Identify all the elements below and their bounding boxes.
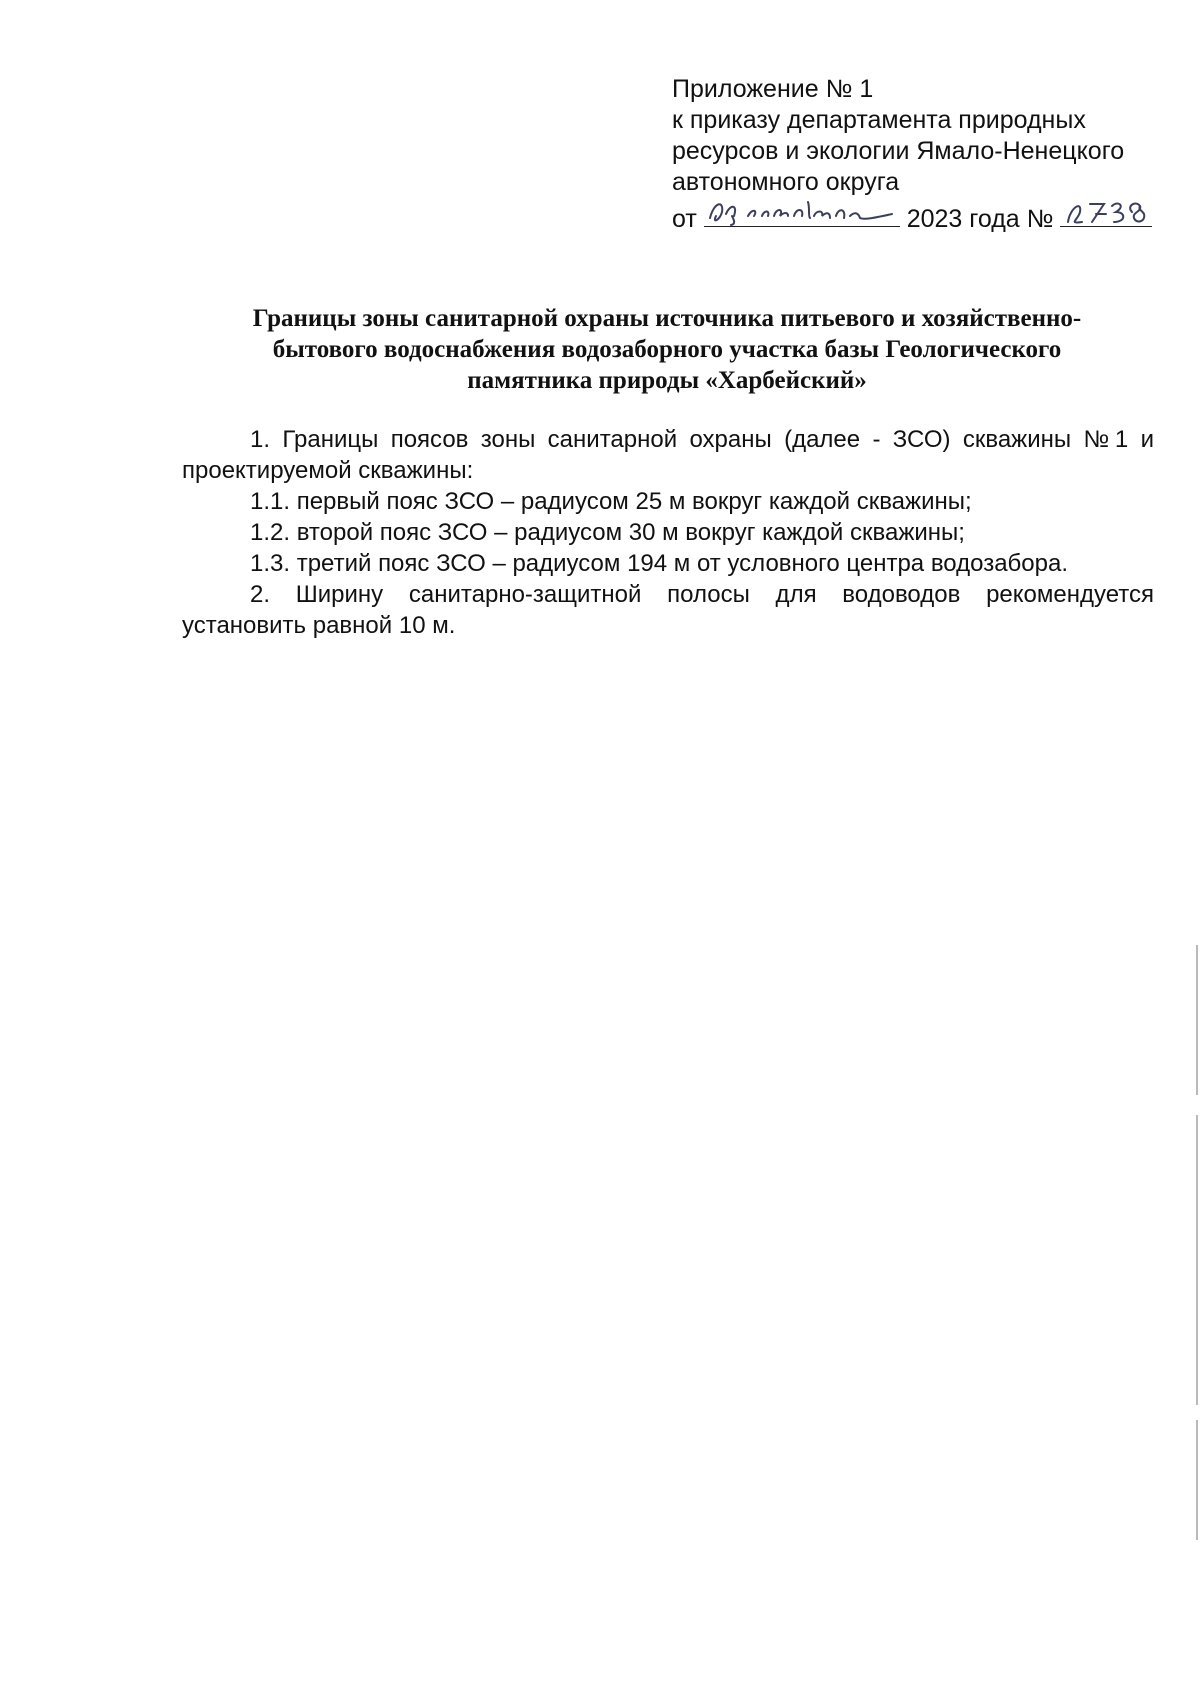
document-title bbox=[180, 303, 1154, 396]
scan-edge-mark bbox=[1196, 1420, 1198, 1540]
paragraph-1: 1. Границы поясов зоны санитарной охраны (далее - ЗСО) скважины №1 и проектируемой скважины: bbox=[182, 426, 1154, 484]
appendix-date-line bbox=[672, 198, 1172, 235]
document-body bbox=[182, 424, 1154, 641]
paragraph-1-2: 1.2. второй пояс ЗСО – радиусом 30 м вокруг каждой скважины; bbox=[250, 519, 965, 546]
paragraph-1-3: 1.3. третий пояс ЗСО – радиусом 194 м от условного центра водозабора. bbox=[250, 550, 1069, 577]
title-line-3: памятника природы «Харбейский» bbox=[467, 367, 867, 394]
appendix-header bbox=[672, 74, 1172, 235]
scan-edge-mark bbox=[1196, 1115, 1198, 1405]
paragraph-1-1: 1.1. первый пояс ЗСО – радиусом 25 м вокруг каждой скважины; bbox=[250, 488, 972, 515]
title-line-1: Границы зоны санитарной охраны источника питьевого и хозяйственно- bbox=[252, 305, 1082, 332]
date-prefix: от bbox=[672, 205, 697, 233]
paragraph-2: 2. Ширину санитарно-защитной полосы для водоводов рекомендуется установить равной 10 м. bbox=[182, 581, 1154, 639]
scan-edge-mark bbox=[1196, 945, 1198, 1095]
appendix-region: автономного округа bbox=[672, 168, 900, 196]
handwritten-number bbox=[1060, 198, 1152, 227]
date-year: 2023 года № bbox=[906, 205, 1054, 233]
appendix-number: Приложение № 1 bbox=[672, 75, 874, 103]
appendix-department: ресурсов и экологии Ямало-Ненецкого bbox=[672, 137, 1125, 165]
title-line-2: бытового водоснабжения водозаборного участка базы Геологического bbox=[272, 336, 1062, 363]
handwritten-date bbox=[704, 198, 900, 227]
appendix-order-ref: к приказу департамента природных bbox=[672, 106, 1086, 134]
